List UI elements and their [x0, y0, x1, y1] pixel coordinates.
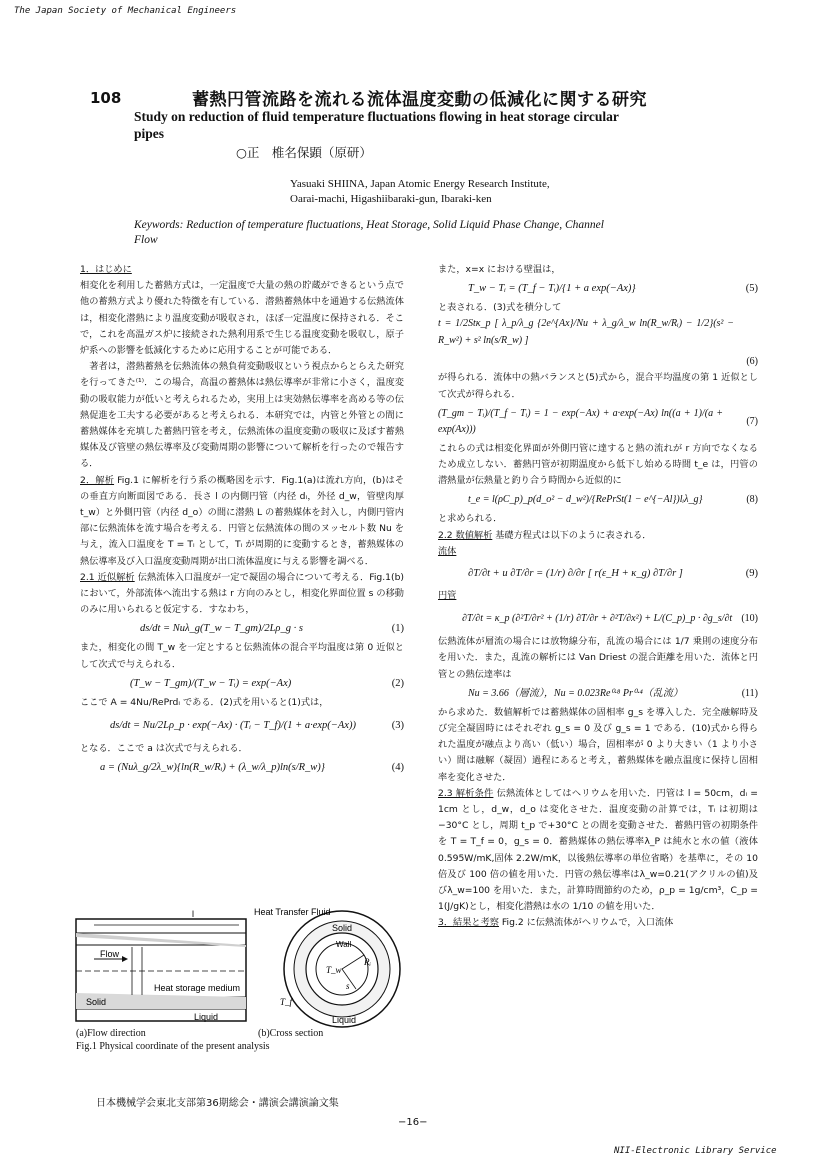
fig-label-wall: Wall [336, 940, 352, 949]
fig-label-l: l [192, 909, 194, 919]
fig-label-ri: Rᵢ [364, 957, 371, 967]
analysis-paragraph: Fig.1 に解析を行う系の概略図を示す．Fig.1(a)は流れ方向，(b)はその垂直方向断面図である．長さ l の内側円管（内径 dᵢ，外径 d_w，管壁肉厚 t_w）と外側円管（内径 d_o）の間に潜熱 L の蓄熱媒体を封入し，内側円管内部に伝熱流体を流す場合を考える．円管と伝熱流体の間のヌッセルト数 Nu を与え，流入口温度を T = Tᵢ として，Tᵢ が周期的に変動するとき，蓄熱媒体の熱伝導率及び入口温度変動周期が出口流体温度に与える影響を調べる． [80, 474, 405, 567]
author-english: Yasuaki SHIINA, Japan Atomic Energy Research Institute, [290, 178, 550, 190]
fig-caption-b: (b)Cross section [258, 1028, 324, 1039]
keywords-line2: Flow [134, 234, 158, 246]
paragraph-after-eq1: また，相変化の間 T_w を一定とすると伝熱流体の混合平均温度は第 0 近似として次式で与えられる． [80, 642, 404, 670]
fig-label-s: s [346, 981, 350, 991]
service-footer: NII-Electronic Library Service [614, 1146, 777, 1156]
section-2-3-title: 2.3 解析条件 [438, 787, 494, 799]
results-paragraph: Fig.2 に伝熱流体がヘリウムで，入口流体 [501, 917, 674, 929]
title-english-line1: Study on reduction of fluid temperature fluctuations flowing in heat storage circular [134, 109, 619, 124]
section-2-2-title: 2.2 数値解析 [438, 529, 493, 541]
equation-2: (T_w − T_gm)/(T_w − Tᵢ) = exp(−Ax) (2) [130, 677, 404, 689]
fig-label-tw: T_w [326, 965, 342, 975]
equation-10: ∂T/∂t = κ_p (∂²T/∂r² + (1/r) ∂T/∂r + ∂²T/∂x²) + L/(C_p)_p · ∂g_s/∂t (10) [462, 613, 758, 625]
fig-label-heat-storage-medium: Heat storage medium [154, 983, 241, 993]
equation-6: t = 1/2Stκ_p [ λ_p/λ_g {2e^{Ax}/Nu + λ_g/λ_w ln(R_w/Rᵢ) − 1/2}(s² − R_w²) + s² ln(s/R_w) ] (6) [438, 318, 758, 368]
page-number: −16− [398, 1117, 428, 1128]
right-paragraph-6: 伝熱流体が層流の場合には放物線分布，乱流の場合には 1/7 乗則の速度分布を用いた．また，乱流の解析には Van Driest の混合距離を用いた．流体と円管との熱伝達率は [438, 636, 758, 680]
author-japanese: ○正 椎名保顕（原研） [236, 145, 372, 160]
fig-label-solid-a: Solid [86, 997, 107, 1007]
fig-label-tf: T_f [280, 997, 293, 1007]
fig-label-flow: Flow [100, 949, 120, 959]
intro-paragraph-1: 相変化を利用した蓄熱方式は，一定温度で大量の熱の貯蔵ができるという点で他の蓄熱方式より優れた特徴を有している．潜熱蓄熱体中を通過する伝熱流体は，相変化潜熱により温度変動が吸収され，ほぼ一定温度に保持される．そこで，これを高温ガス炉に接続された熱利用系で生じる温度変動を吸収し，原子炉系への影響を低減化するために応用することが可能である． [80, 280, 404, 357]
equation-5: T_w − Tᵢ = (T_f − Tᵢ)/{1 + a exp(−Ax)} (5) [468, 283, 758, 295]
equation-3: ds/dt = Nu/2Lρ_p · exp(−Ax) · (Tᵢ − T_f)/(1 + a·exp(−Ax)) (3) [110, 719, 404, 731]
equation-7: (T_gm − Tᵢ)/(T_f − Tᵢ) = 1 − exp(−Ax) + a·exp(−Ax) ln((a + 1)/(a + exp(Ax))) (7) [438, 407, 758, 435]
proceedings-footer: 日本機械学会東北支部第36期総会・講演会講演論文集 [96, 1098, 339, 1109]
equation-11: Nu = 3.66（層流），Nu = 0.023Re⁰·⁸ Pr⁰·⁴（乱流） (11) [468, 687, 758, 699]
society-header: The Japan Society of Mechanical Engineers [14, 6, 237, 16]
paragraph-after-eq2: ここで A = 4Nu/RePrdᵢ である．(2)式を用いると(1)式は， [80, 696, 329, 708]
equation-9: ∂T/∂t + u ∂T/∂r = (1/r) ∂/∂r [ r(ε_H + κ_g) ∂T/∂r ] (9) [468, 567, 758, 579]
subheading-pipe: 円管 [438, 590, 457, 602]
intro-paragraph-2: 著者は，潜熱蓄熱を伝熱流体の熱負荷変動吸収という視点からとらえた研究を行ってきた⁽¹⁾．この場合，高温の蓄熱体は熱伝導率が非常に小さく，温度変動の吸収能力が低いと考えられるため，実用上は実効熱伝導率を高める等の伝熱促進を工夫する必要があると考えられる．本研究では，内管と外管との間に蓄熱媒体を充填した蓄熱円管を考え，伝熱流体の温度変動の吸収に及ぼす蓄熱媒体及び管壁の熱伝導率及び変動周期の影響について解析を行ったので報告する． [80, 361, 404, 470]
equation-4: a = (Nuλ_g/2λ_w){ln(R_w/Rᵢ) + (λ_w/λ_p)ln(s/R_w)} (4) [100, 762, 404, 774]
right-paragraph-2: と表される．(3)式を積分して [438, 302, 562, 314]
fig-caption-a: (a)Flow direction [76, 1028, 146, 1039]
fig-1-caption: Fig.1 Physical coordinate of the present analysis [76, 1041, 270, 1052]
numerical-paragraph: 基礎方程式は以下のように表される． [495, 529, 652, 541]
title-english-line2: pipes [134, 126, 165, 141]
right-paragraph-1: また，x=x における壁温は， [438, 264, 561, 275]
keywords-line1: Keywords: Reduction of temperature fluctuations, Heat Storage, Solid Liquid Phase Change, Channel [134, 219, 604, 231]
paragraph-after-eq3: となる．ここで a は次式で与えられる． [80, 743, 248, 755]
conditions-paragraph: 伝熱流体としてはヘリウムを用いた．円管は l = 50cm，dᵢ = 1cm とし，d_w，d_o は変化させた．温度変動の計算では，Tᵢ は初期は −30°C とし，周期 t_p で+30°C との間を変動させた．蓄熱円管の初期条件を T = T_f = 0，g_s = 0．蓄熱媒体の熱伝導率λ_P は純水と水の値（液体 0.595W/mK,固体 2.2W/mK，以後熱伝導率の単位省略）を基準に，その 10 倍及び 100 倍の値を用いた．円管の熱伝導率はλ_w=0.21(アクリルの値)及びλ_w=100 を用いた．また，計算時間節約のため，ρ_p = 1g/cm³，C_p = 1(J/gK)とし，相変化潜熱は水の 1/10 の値を用いた． [438, 787, 758, 913]
right-paragraph-4: これらの式は相変化界面が外側円管に達すると熱の流れが r 方向でなくなるため成立しない．蓄熱円管が初期温度から低下し始める時間 t_e は，円管の潜熱量が伝熱量と釣り合う時間から近似的に [438, 442, 758, 487]
fig-label-solid-b: Solid [332, 923, 353, 933]
right-paragraph-7: から求めた．数値解析では蓄熱媒体の固相率 g_s を導入した．完全融解時及び完全凝固時にはそれぞれ g_s = 0 及び g_s = 1 である．(10)式から得られた温度が融点より高い（低い）場合，固相率が 0 より大きい（1 より小さい）間は融解（凝固）過程にあると考え，蓄熱媒体を融点温度に保持し固相率を変化させた． [438, 706, 758, 783]
section-1-title: 1．はじめに [80, 264, 132, 275]
right-column [438, 262, 758, 932]
fig-label-liquid-a: Liquid [194, 1012, 219, 1022]
section-2-title: 2．解析 [80, 474, 115, 486]
approx-paragraph: 伝熱流体入口温度が一定で凝固の場合について考える．Fig.1(b)において，外部流体へ流出する熱は r 方向のみとし，相変化界面位置 s の移動のみに用いられると仮定する．すなわち， [80, 571, 404, 616]
equation-8: t_e = l(ρC_p)_p(d_o² − d_w²)/{RePrSt(1 − e^{−Al})lᵢλ_g} (8) [468, 494, 758, 506]
fig-label-liquid-b: Liquid [332, 1015, 357, 1025]
title-japanese: 蓄熱円管流路を流れる流体温度変動の低減化に関する研究 [192, 90, 647, 110]
subheading-fluid: 流体 [438, 545, 457, 557]
paper-number: 108 [90, 89, 122, 107]
right-paragraph-3: が得られる．流体中の熱バランスと(5)式から，混合平均温度の第 1 近似として次式が得られる． [438, 372, 758, 400]
right-paragraph-5: と求められる． [438, 513, 503, 525]
section-2-1-title: 2.1 近似解析 [80, 571, 135, 583]
equation-1: ds/dt = Nuλ_g(T_w − T_gm)/2Lρ_g · s (1) [140, 623, 404, 635]
section-3-title: 3．結果と考察 [438, 917, 499, 929]
left-column [80, 262, 404, 779]
fig-label-heat-transfer-fluid: Heat Transfer Fluid [254, 907, 331, 917]
author-address: Oarai-machi, Higashiibaraki-gun, Ibaraki-ken [290, 193, 492, 205]
